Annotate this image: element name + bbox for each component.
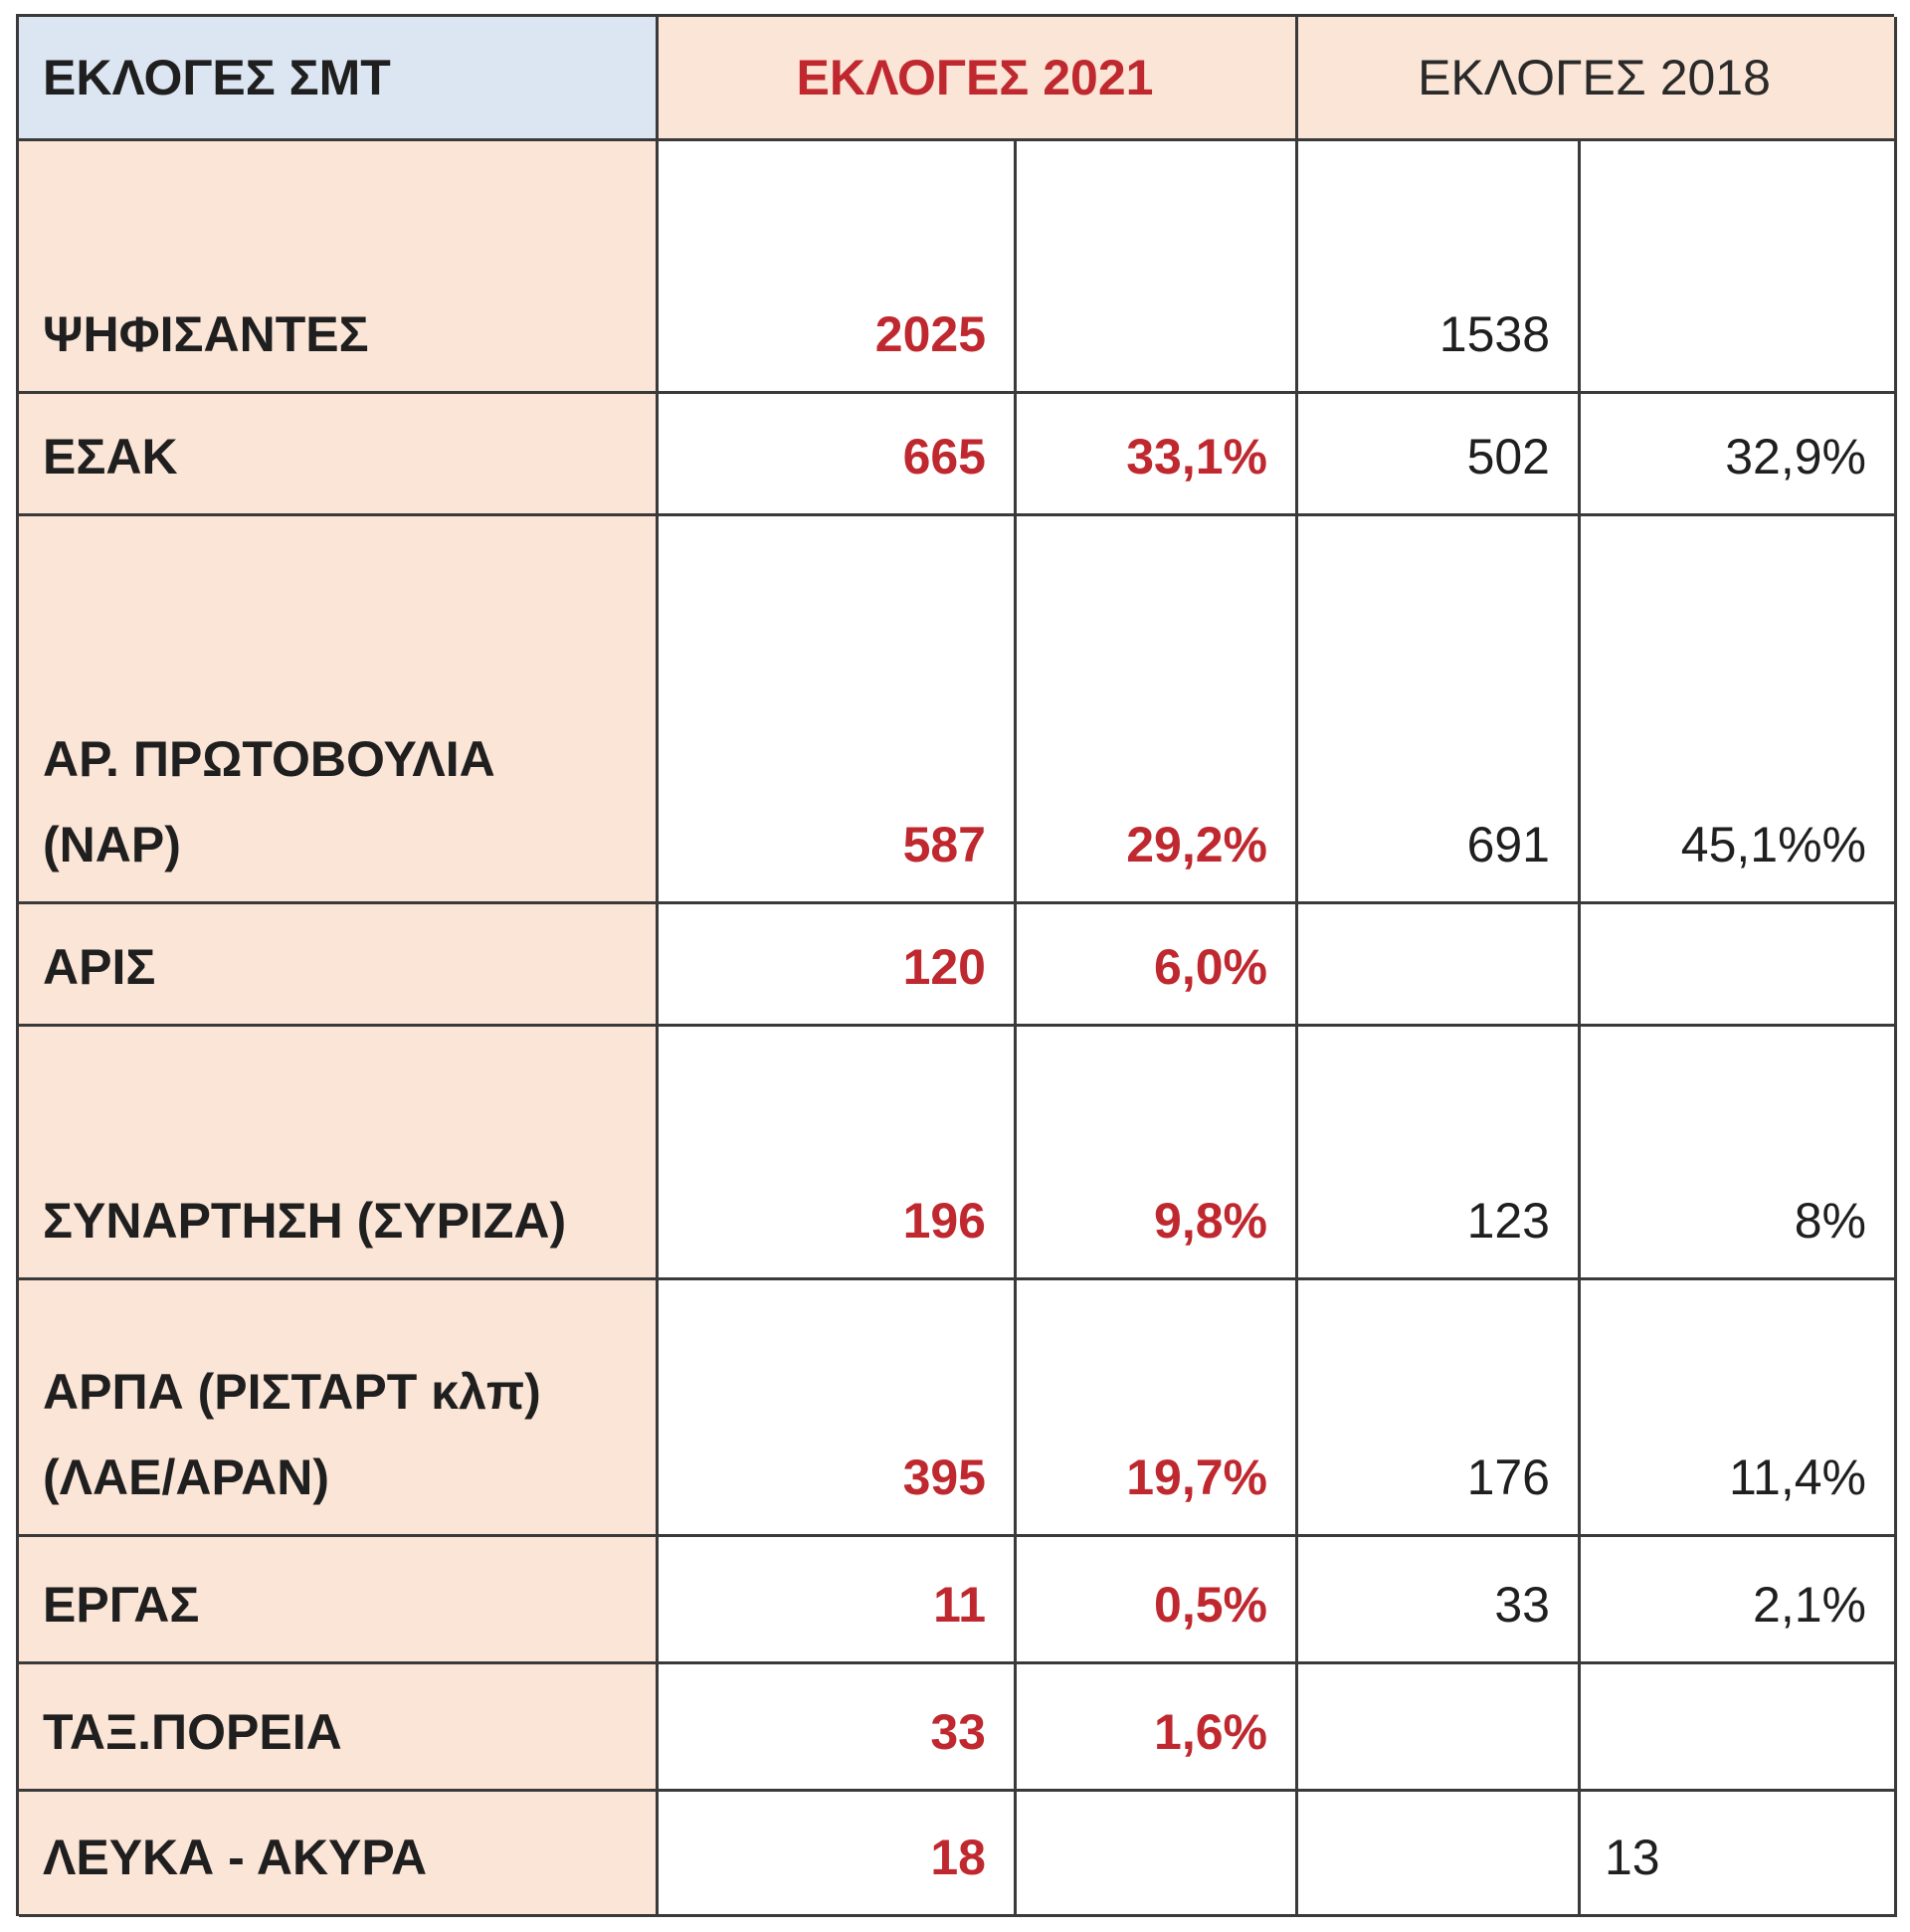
votes-2021-cell: 2025 <box>659 141 1017 394</box>
pct-2021-cell: 1,6% <box>1017 1664 1298 1792</box>
header-2021-cell <box>659 17 1298 141</box>
votes-2021-cell: 665 <box>659 394 1017 516</box>
row-label: ΑΡ. ΠΡΩΤΟΒΟΥΛΙΑ (ΝΑΡ) <box>19 516 659 904</box>
votes-2021-cell: 18 <box>659 1792 1017 1917</box>
pct-2021-cell: 0,5% <box>1017 1537 1298 1664</box>
row-label: ΛΕΥΚΑ - ΑΚΥΡΑ <box>19 1792 659 1917</box>
pct-2021-cell: 19,7% <box>1017 1280 1298 1537</box>
votes-2021-cell: 120 <box>659 904 1017 1027</box>
pct-2021-cell: 33,1% <box>1017 394 1298 516</box>
votes-2018-cell: 176 <box>1298 1280 1581 1537</box>
row-label: ΣΥΝΑΡΤΗΣΗ (ΣΥΡΙΖΑ) <box>19 1027 659 1280</box>
votes-2018-cell: 691 <box>1298 516 1581 904</box>
pct-2021-cell: 29,2% <box>1017 516 1298 904</box>
row-label: ΤΑΞ.ΠΟΡΕΙΑ <box>19 1664 659 1792</box>
header-2018-cell <box>1298 17 1897 141</box>
row-label: ΕΡΓΑΣ <box>19 1537 659 1664</box>
votes-2021-cell: 587 <box>659 516 1017 904</box>
votes-2021-cell: 395 <box>659 1280 1017 1537</box>
votes-2018-cell: 502 <box>1298 394 1581 516</box>
row-label: ΕΣΑΚ <box>19 394 659 516</box>
pct-2021-cell: 9,8% <box>1017 1027 1298 1280</box>
votes-2021-cell: 11 <box>659 1537 1017 1664</box>
header-2018: ΕΚΛΟΓΕΣ 2018 <box>1418 50 1771 105</box>
pct-2018-cell <box>1581 141 1897 394</box>
pct-2018-cell <box>1581 904 1897 1027</box>
votes-2018-cell: 123 <box>1298 1027 1581 1280</box>
pct-2018-cell: 13 <box>1581 1792 1897 1917</box>
pct-2021-cell <box>1017 141 1298 394</box>
votes-2018-cell <box>1298 1664 1581 1792</box>
votes-2018-cell <box>1298 904 1581 1027</box>
row-label: ΑΡΠΑ (ΡΙΣΤΑΡΤ κλπ) (ΛΑΕ/ΑΡΑΝ) <box>19 1280 659 1537</box>
header-label: ΕΚΛΟΓΕΣ ΣΜΤ <box>43 50 391 105</box>
pct-2018-cell <box>1581 1664 1897 1792</box>
header-2021: ΕΚΛΟΓΕΣ 2021 <box>796 50 1154 105</box>
pct-2018-cell: 11,4% <box>1581 1280 1897 1537</box>
votes-2018-cell <box>1298 1792 1581 1917</box>
votes-2021-cell: 33 <box>659 1664 1017 1792</box>
votes-2018-cell: 33 <box>1298 1537 1581 1664</box>
pct-2018-cell: 2,1% <box>1581 1537 1897 1664</box>
header-label-cell <box>19 17 659 141</box>
pct-2018-cell: 8% <box>1581 1027 1897 1280</box>
results-table <box>16 14 1894 1916</box>
row-label: ΨΗΦΙΣΑΝΤΕΣ <box>19 141 659 394</box>
pct-2021-cell <box>1017 1792 1298 1917</box>
pct-2021-cell: 6,0% <box>1017 904 1298 1027</box>
row-label: ΑΡΙΣ <box>19 904 659 1027</box>
pct-2018-cell: 32,9% <box>1581 394 1897 516</box>
votes-2021-cell: 196 <box>659 1027 1017 1280</box>
pct-2018-cell: 45,1%% <box>1581 516 1897 904</box>
votes-2018-cell: 1538 <box>1298 141 1581 394</box>
